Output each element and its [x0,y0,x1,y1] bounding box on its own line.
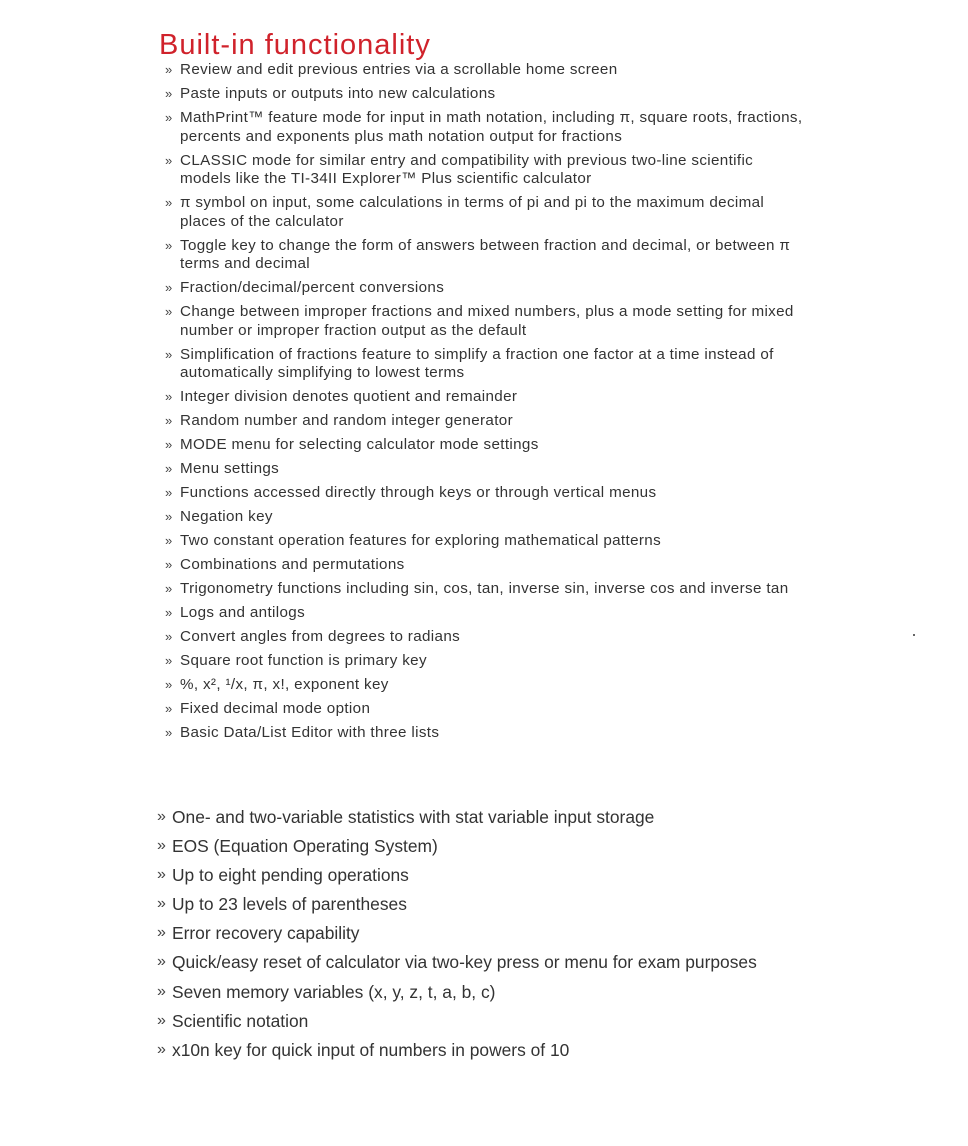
list-item-text: One- and two-variable statistics with stat variable input storage [172,807,655,827]
list-item-text: Random number and random integer generator [180,412,513,429]
list-item-text: Basic Data/List Editor with three lists [180,724,440,741]
list-item-text: Functions accessed directly through keys or through vertical menus [180,484,657,501]
list-item-text: Seven memory variables (x, y, z, t, a, b, c) [172,981,496,1002]
list-item [165,652,805,671]
list-item-text: Review and edit previous entries via a scrollable home screen [180,61,618,78]
list-item [165,556,805,575]
bullet-icon: » [165,557,173,572]
bullet-icon: » [165,280,173,295]
bullet-icon: » [157,924,166,942]
list-item [165,303,805,340]
bullet-icon: » [165,581,173,596]
list-item [157,981,757,1004]
bullet-icon: » [165,509,173,524]
stray-dot [913,634,915,636]
bullet-icon: » [165,346,173,362]
bullet-icon: » [165,304,173,319]
list-item [165,388,805,407]
list-item [157,1039,757,1062]
list-item [165,700,805,719]
bullet-icon: » [165,86,173,101]
bullet-icon: » [165,110,173,125]
list-item [165,85,805,104]
list-item-text: Fixed decimal mode option [180,700,371,717]
bullet-icon: » [165,725,173,740]
list-item-text: Toggle key to change the form of answers between fraction and decimal, or between π terms and decimal [180,236,791,272]
list-item-text: Error recovery capability [172,923,360,944]
list-item-text: Quick/easy reset of calculator via two-key press or menu for exam purposes [172,952,757,973]
list-item [165,152,805,189]
bullet-icon: » [165,413,173,428]
bullet-icon: » [157,1011,166,1029]
list-item-text: Paste inputs or outputs into new calculations [180,85,496,102]
bullet-icon: » [165,653,173,668]
list-item [157,864,757,887]
list-item [165,279,805,298]
list-item-text: Combinations and permutations [180,556,405,573]
list-item-text: Square root function is primary key [180,652,427,669]
list-item [165,194,805,231]
bullet-icon: » [165,62,173,77]
bullet-icon: » [165,195,173,210]
list-item [165,676,805,695]
bullet-icon: » [165,605,173,620]
list-item [157,951,757,974]
list-item [157,893,757,916]
list-item [165,109,805,146]
list-item-text: Fraction/decimal/percent conversions [180,279,445,296]
bullet-icon: » [157,866,166,884]
bullet-icon: » [165,629,173,644]
list-item [165,628,805,647]
bullet-icon: » [157,1040,166,1058]
bullet-icon: » [157,982,166,1000]
list-item-text: Scientific notation [172,1010,309,1031]
bullet-icon: » [165,701,173,716]
list-item-text: x10n key for quick input of numbers in powers of 10 [172,1039,570,1060]
list-item [157,1010,757,1033]
bullet-icon: » [165,152,173,168]
bullet-icon: » [165,485,173,500]
list-item [165,532,805,551]
bullet-icon: » [157,808,166,825]
list-item [165,436,805,455]
list-item [165,484,805,503]
list-item [157,922,757,945]
list-item [165,724,805,743]
list-item-text: Two constant operation features for exploring mathematical patterns [180,532,662,549]
list-item [165,412,805,431]
list-item-text: EOS (Equation Operating System) [172,836,438,857]
list-item [165,61,805,80]
list-item-text: Logs and antilogs [180,604,306,621]
bullet-icon: » [165,533,173,548]
list-item-text: %, x², ¹/x, π, x!, exponent key [180,676,389,693]
bullet-icon: » [157,895,166,913]
bullet-icon: » [157,837,166,855]
feature-list-secondary [157,806,757,1068]
list-item [165,604,805,623]
list-item [165,460,805,479]
list-item [165,237,805,274]
feature-list-primary [165,61,805,748]
list-item-text: Change between improper fractions and mixed numbers, plus a mode setting for mixed number or improper fraction output as the default [180,303,794,339]
list-item-text: Trigonometry functions including sin, cos, tan, inverse sin, inverse cos and inverse tan [180,580,789,597]
bullet-icon: » [165,677,173,692]
list-item [165,580,805,599]
bullet-icon: » [165,389,173,404]
bullet-icon: » [165,437,173,452]
bullet-icon: » [157,953,166,971]
list-item-text: Menu settings [180,460,280,477]
list-item-text: Convert angles from degrees to radians [180,628,461,645]
list-item-text: Up to 23 levels of parentheses [172,894,407,915]
list-item-text: Up to eight pending operations [172,865,409,886]
list-item [165,508,805,527]
bullet-icon: » [165,237,173,253]
list-item-text: π symbol on input, some calculations in terms of pi and pi to the maximum decimal places of the calculator [180,194,765,230]
list-item-text: Negation key [180,508,273,525]
page-title: Built-in functionality [159,29,431,62]
list-item [165,346,805,383]
list-item-text: MODE menu for selecting calculator mode settings [180,436,539,453]
list-item-text: Simplification of fractions feature to simplify a fraction one factor at a time instead of automatically simplifying to lowest terms [180,345,774,381]
list-item-text: Integer division denotes quotient and remainder [180,388,518,405]
bullet-icon: » [165,461,173,476]
list-item-text: CLASSIC mode for similar entry and compatibility with previous two-line scientific models like the TI-34II Explorer™ Plus scientific calculator [180,151,754,187]
list-item [157,806,757,829]
list-item-text: MathPrint™ feature mode for input in math notation, including π, square roots, fractions, percents and exponents plus math notation output for fractions [180,109,803,145]
list-item [157,835,757,858]
